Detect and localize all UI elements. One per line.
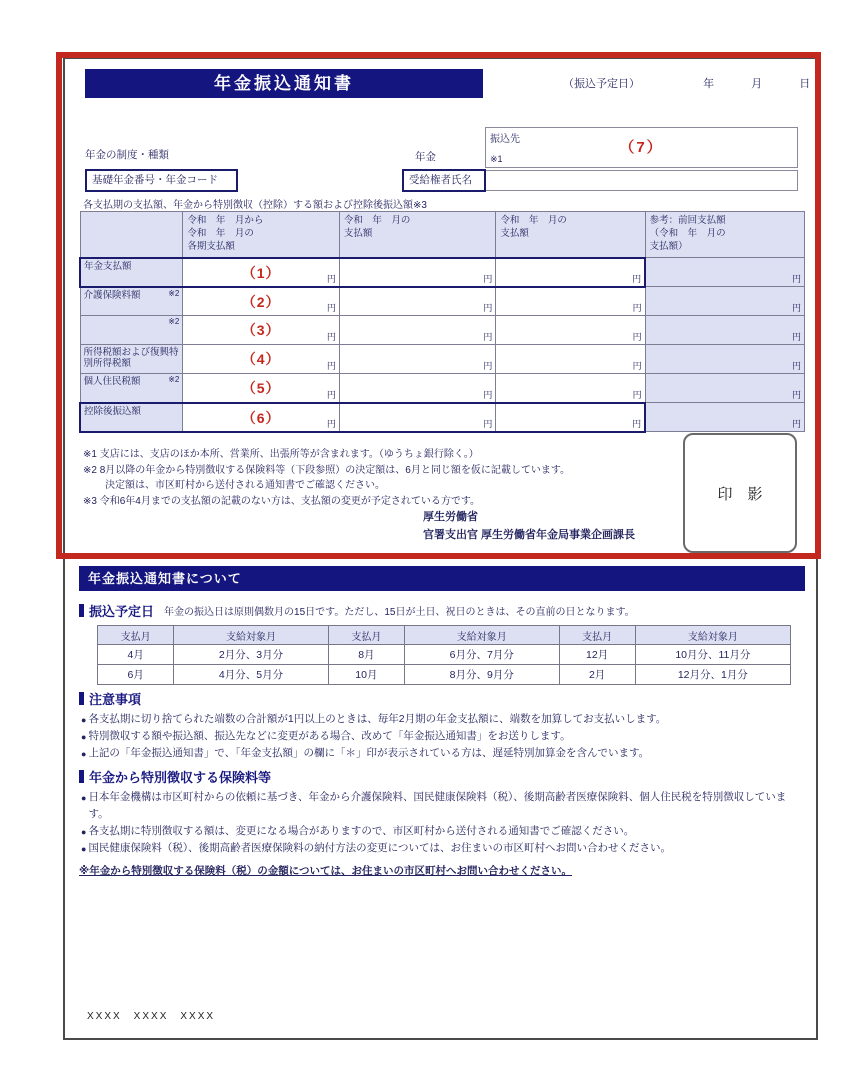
recipient-name-label: 受給権者氏名 — [402, 169, 486, 192]
issuer-official: 官署支出官 厚生労働省年金局事業企画課長 — [423, 528, 636, 541]
yen-unit: 円 — [326, 361, 336, 371]
yen-unit: 円 — [483, 361, 493, 371]
yen-unit: 円 — [791, 274, 801, 284]
planned-date-label: （振込予定日） — [563, 78, 640, 90]
section-marker — [79, 604, 84, 617]
ref-number: （3） — [241, 322, 281, 338]
premiums-heading-row — [79, 767, 805, 786]
info-section-title-bar: 年金振込通知書について — [79, 566, 805, 591]
premiums-warning: ※年金から特別徴収する保険料（税）の金額については、お住まいの市区町村へお問い合わせください。 — [79, 864, 572, 877]
yen-unit: 円 — [632, 273, 642, 284]
yen-unit: 円 — [632, 332, 642, 342]
header-period: 令和 年 月から 令和 年 月の 各期支払額 — [183, 212, 339, 258]
footnote-1: ※1 支店には、支店のほか本所、営業所、出張所等が含まれます。（ゆうちょ銀行除く。） — [83, 449, 479, 460]
yen-unit: 円 — [632, 303, 642, 313]
ref-number: （6） — [241, 409, 281, 426]
notes-list — [81, 711, 805, 761]
list-item: ● 上記の「年金振込通知書」で、「年金支払額」の欄に「＊」印が表示されている方は、遅延特別加算金を含んでいます。 — [81, 745, 805, 762]
yen-unit: 円 — [483, 389, 493, 400]
month-label: 月 — [751, 78, 763, 90]
ref-number: （1） — [241, 264, 281, 281]
notes-heading: 注意事項 — [89, 692, 142, 707]
yen-unit: 円 — [483, 273, 493, 284]
yen-unit: 円 — [483, 418, 493, 429]
pension-label: 年金 — [415, 151, 436, 163]
schedule-header-row: 支払月 支給対象月 支払月 支給対象月 支払月 支給対象月 — [98, 626, 791, 645]
header-previous-payment: 参考：前回支払額 （令和 年 月の 支払額） — [645, 212, 804, 258]
year-label: 年 — [703, 78, 715, 90]
pension-system-type-label: 年金の制度・種類 — [85, 149, 169, 161]
footnote-2-continued: 決定額は、市区町村から送付される通知書でご確認ください。 — [105, 480, 385, 491]
yen-unit: 円 — [791, 303, 801, 313]
issuer-block — [423, 509, 635, 544]
notes-heading-row — [79, 689, 805, 708]
notice-document-page — [63, 57, 818, 1040]
bullet-icon: ● — [81, 748, 87, 759]
yen-unit: 円 — [326, 332, 336, 342]
bullet-icon: ● — [81, 731, 87, 742]
bullet-icon: ● — [81, 793, 87, 804]
planned-date-row — [563, 75, 810, 91]
section-marker — [79, 770, 84, 783]
table-header-row — [80, 212, 805, 258]
basic-pension-number-label: 基礎年金番号・年金コード — [85, 169, 238, 192]
payee-field — [485, 127, 798, 168]
list-item: ● 特別徴収する額や振込額、振込先などに変更がある場合、改めて「年金振込通知書」をお送りします。 — [81, 728, 805, 745]
table-row: 所得税額および復興特別所得税額 （4） 円 円 円 円 — [80, 345, 805, 374]
ref-number: （4） — [241, 351, 281, 367]
bullet-icon: ● — [81, 715, 87, 725]
yen-unit: 円 — [326, 389, 336, 400]
payee-label: 振込先 — [490, 134, 520, 145]
header-month2: 令和 年 月の 支払額 — [496, 212, 645, 258]
identity-row — [65, 169, 816, 193]
bullet-icon: ● — [81, 843, 87, 854]
yen-unit: 円 — [791, 332, 801, 342]
payee-ref-number: （7） — [619, 139, 664, 156]
bullet-icon: ● — [81, 826, 87, 837]
schedule-row: 6月 4月分、5月分 10月 8月分、9月分 2月 12月分、1月分 — [98, 665, 791, 685]
header-month1: 令和 年 月の 支払額 — [339, 212, 495, 258]
premiums-list — [81, 789, 805, 856]
yen-unit: 円 — [632, 389, 642, 400]
yen-unit: 円 — [326, 303, 336, 313]
table-row: 年金支払額 （1） 円 円 円 円 — [80, 258, 805, 287]
schedule-heading-row — [79, 601, 805, 620]
info-section — [79, 597, 805, 878]
payment-schedule-table — [97, 625, 791, 685]
yen-unit: 円 — [791, 361, 801, 371]
list-item: ● 国民健康保険料（税）、後期高齢者医療保険料の納付方法の変更については、お住まいの市区町村へお問い合わせください。 — [81, 840, 805, 857]
yen-unit: 円 — [483, 303, 493, 313]
footnotes — [83, 447, 683, 509]
official-seal-placeholder: 印 影 — [683, 433, 797, 553]
document-code: XXXX XXXX XXXX — [87, 1011, 216, 1022]
footnote-3: ※3 令和6年4月までの支払額の記載のない方は、支払額の変更が予定されている方です。 — [83, 495, 481, 507]
ref-number: （2） — [241, 293, 281, 310]
recipient-name-field — [485, 170, 798, 191]
premiums-heading: 年金から特別徴収する保険料等 — [89, 770, 272, 786]
payment-amounts-table — [79, 211, 805, 433]
table-row: ※2 （3） 円 円 円 円 — [80, 316, 805, 345]
ref-number: （5） — [241, 380, 281, 396]
list-item: ● 各支払期に切り捨てられた端数の合計額が1円以上のときは、毎年2月期の年金支払額に、端数を加算してお支払いします。 — [81, 711, 805, 728]
yen-unit: 円 — [632, 418, 642, 429]
yen-unit: 円 — [326, 418, 336, 429]
issuer-ministry: 厚生労働省 — [423, 511, 478, 523]
header-blank — [80, 212, 183, 258]
table-row: 介護保険料額 ※2 （2） 円 円 円 円 — [80, 287, 805, 316]
schedule-row: 4月 2月分、3月分 8月 6月分、7月分 12月 10月分、11月分 — [98, 645, 791, 665]
yen-unit: 円 — [483, 332, 493, 342]
yen-unit: 円 — [791, 390, 801, 400]
section-marker — [79, 692, 84, 705]
table-row: 個人住民税額 ※2 （5） 円 円 円 円 — [80, 374, 805, 403]
yen-unit: 円 — [326, 273, 336, 284]
page-title: 年金振込通知書 — [85, 69, 483, 98]
yen-unit: 円 — [632, 361, 642, 371]
list-item: ● 各支払期に特別徴収する額は、変更になる場合がありますので、市区町村から送付される通知書でご確認ください。 — [81, 823, 805, 840]
schedule-description: 年金の振込日は原則偶数月の15日です。ただし、15日が土日、祝日のときは、その直前の日となります。 — [164, 607, 635, 618]
table-row: 控除後振込額 （6） 円 円 円 円 — [80, 403, 805, 432]
payee-footnote-mark: ※1 — [490, 154, 503, 164]
main-table-caption: 各支払期の支払額、年金から特別徴収（控除）する額および控除後振込額※3 — [83, 200, 427, 211]
schedule-heading: 振込予定日 — [89, 604, 155, 619]
day-label: 日 — [799, 78, 811, 90]
yen-unit: 円 — [791, 419, 801, 429]
footnote-2: ※2 8月以降の年金から特別徴収する保険料等（下段参照）の決定額は、6月と同じ額を仮に記載しています。 — [83, 464, 571, 476]
list-item: ● 日本年金機構は市区町村からの依頼に基づき、年金から介護保険料、国民健康保険料（税）、後期高齢者医療保険料、個人住民税を特別徴収しています。 — [81, 789, 805, 823]
